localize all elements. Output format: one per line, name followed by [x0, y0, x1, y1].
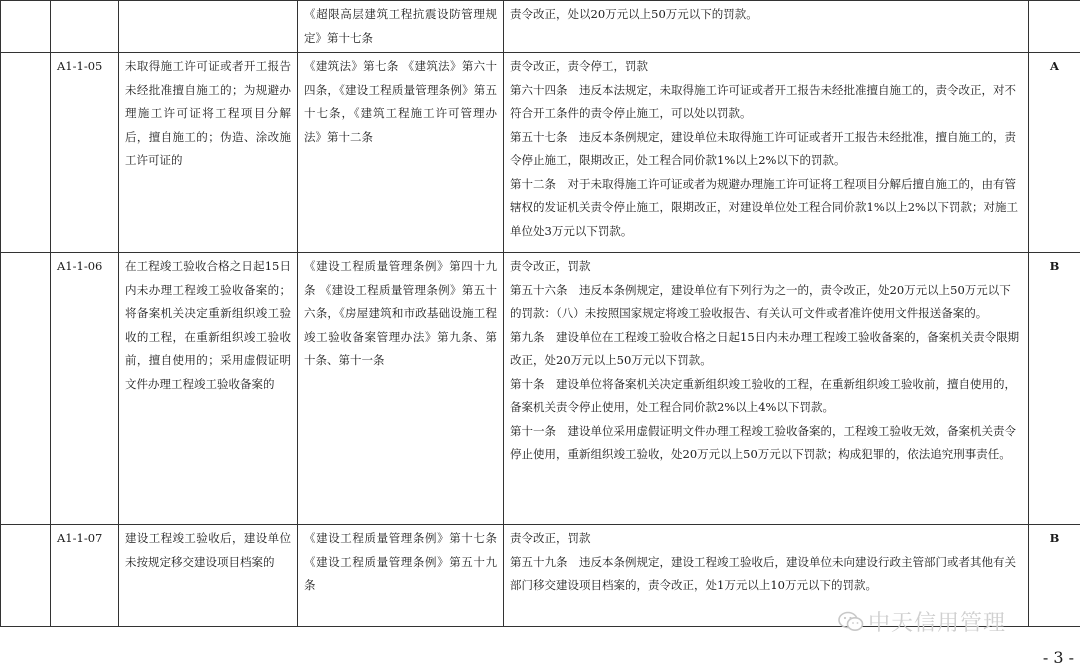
- blank-cell: [1, 525, 51, 627]
- grade-cell: B: [1029, 253, 1080, 525]
- penalty-line: 第十二条 对于未取得施工许可证或者为规避办理施工许可证将工程项目分解后擅自施工的，由有管辖权的发证机关责令停止施工，限期改正，对建设单位处工程合同价款1%以上2%以下罚款；对施工单位处3万元以下罚款。: [510, 176, 1018, 238]
- penalty-line: 责令改正，罚款: [510, 259, 591, 273]
- grade-cell: A: [1029, 53, 1080, 253]
- basis-cell: 《建设工程质量管理条例》第十七条 《建设工程质量管理条例》第五十九条: [298, 525, 504, 627]
- penalty-line: 责令改正，处以20万元以上50万元以下的罚款。: [510, 7, 758, 21]
- table-row: [1, 53, 1080, 253]
- penalty-line: 责令改正，责令停工，罚款: [510, 59, 648, 73]
- table-row: [1, 1, 1080, 53]
- penalty-cell: [504, 53, 1029, 253]
- blank-cell: [1, 253, 51, 525]
- watermark-text: 中天信用管理: [868, 611, 1007, 636]
- penalty-cell: [504, 253, 1029, 525]
- penalty-line: 第五十六条 违反本条例规定，建设单位有下列行为之一的，责令改正，处20万元以上50万元以下的罚款：（八）未按照国家规定将竣工验收报告、有关认可文件或者准许使用文件报送备案的。: [510, 282, 1011, 320]
- code-cell: A1-1-07: [51, 525, 119, 627]
- grade-cell: B: [1029, 525, 1080, 627]
- behavior-cell: [119, 1, 298, 53]
- behavior-cell: 未取得施工许可证或者开工报告未经批准擅自施工的；为规避办理施工许可证将工程项目分解后，擅自施工的；伪造、涂改施工许可证的: [119, 53, 298, 253]
- code-cell: [51, 1, 119, 53]
- wechat-icon: [838, 611, 864, 633]
- blank-cell: [1, 1, 51, 53]
- basis-cell: 《超限高层建筑工程抗震设防管理规定》第十七条: [298, 1, 504, 53]
- basis-cell: 《建设工程质量管理条例》第四十九条 《建设工程质量管理条例》第五十六条，《房屋建筑和市政基础设施工程竣工验收备案管理办法》第九条、第十条、第十一条: [298, 253, 504, 525]
- grade-cell: [1029, 1, 1080, 53]
- page-number: - 3 -: [1042, 648, 1074, 667]
- table-row: [1, 253, 1080, 525]
- penalty-line: 第十一条 建设单位采用虚假证明文件办理工程竣工验收备案的，工程竣工验收无效，备案机关责令停止使用，重新组织竣工验收，处20万元以上50万元以下罚款；构成犯罪的，依法追究刑事责任。: [510, 423, 1016, 461]
- blank-cell: [1, 53, 51, 253]
- penalty-cell: [504, 1, 1029, 53]
- penalty-line: 责令改正，罚款: [510, 531, 591, 545]
- penalty-line: 第六十四条 违反本法规定，未取得施工许可证或者开工报告未经批准擅自施工的，责令改正，对不符合开工条件的责令停止施工，可以处以罚款。: [510, 82, 1016, 120]
- penalty-line: 第九条 建设单位在工程竣工验收合格之日起15日内未办理工程竣工验收备案的，备案机关责令限期改正，处20万元以上50万元以下罚款。: [510, 329, 1020, 367]
- behavior-cell: 建设工程竣工验收后，建设单位未按规定移交建设项目档案的: [119, 525, 298, 627]
- penalty-line: 第十条 建设单位将备案机关决定重新组织竣工验收的工程，在重新组织竣工验收前，擅自使用的，备案机关责令停止使用，处工程合同价款2%以上4%以下罚款。: [510, 376, 1016, 414]
- watermark: [838, 606, 1006, 637]
- basis-cell: 《建筑法》第七条 《建筑法》第六十四条，《建设工程质量管理条例》第五十七条，《建筑工程施工许可管理办法》第十二条: [298, 53, 504, 253]
- penalty-line: 第五十九条 违反本条例规定，建设工程竣工验收后，建设单位未向建设行政主管部门或者其他有关部门移交建设项目档案的，责令改正，处1万元以上10万元以下的罚款。: [510, 554, 1016, 592]
- penalty-line: 第五十七条 违反本条例规定，建设单位未取得施工许可证或者开工报告未经批准，擅自施工的，责令停止施工，限期改正，处工程合同价款1%以上2%以下的罚款。: [510, 129, 1016, 167]
- code-cell: A1-1-05: [51, 53, 119, 253]
- behavior-cell: 在工程竣工验收合格之日起15日内未办理工程竣工验收备案的；将备案机关决定重新组织竣工验收的工程，在重新组织竣工验收前，擅自使用的；采用虚假证明文件办理工程竣工验收备案的: [119, 253, 298, 525]
- code-cell: A1-1-06: [51, 253, 119, 525]
